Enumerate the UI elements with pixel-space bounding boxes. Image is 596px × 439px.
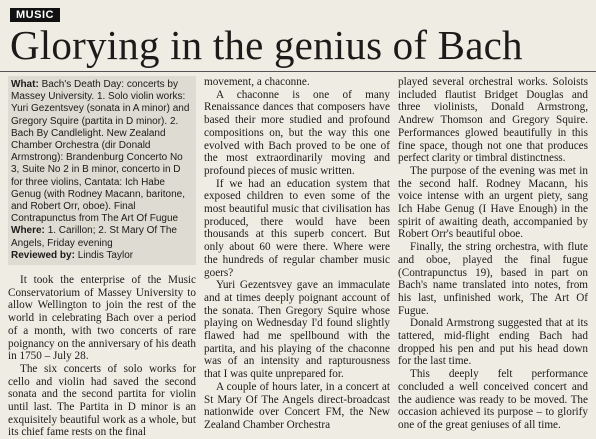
where-label: Where: [11,225,45,237]
info-what [11,79,192,225]
paragraph: If we had an education system that exposed children to even some of the most beautiful music that civilisation has produced, there would have been thousands at this superb concert. But only about 60 were there. Where were the hundreds of regular chamber music goers? [204,177,390,279]
article-column-1 [8,76,196,439]
paragraph: Donald Armstrong suggested that at its tattered, mid-flight ending Bach had dropped his pen and put his head down for the last time. [398,317,588,368]
article-column-3 [398,76,588,432]
paragraph: movement, a chaconne. [204,76,310,88]
what-label: What: [11,79,39,90]
where-text: 1. Carillon; 2. St Mary Of The Angels, Friday evening [11,225,177,249]
paragraph: The purpose of the evening was met in the second half. Rodney Macann, his voice intense with an urgent piety, sang Ich Habe Genug (I Have Enough) in the spirit of awaiting death, accompanied by Robert Orr's beautiful oboe. [398,164,588,241]
reviewer-label: Reviewed by: [11,249,75,261]
paragraph: A couple of hours later, in a concert at St Mary Of The Angels direct-broadcast nationwide over Concert FM, the New Zealand Chamber Orchestra [204,380,390,431]
paragraph: This deeply felt performance concluded a well conceived concert and the audience was ready to be moved. The occasion achieved its purpose – to glorify one of the great geniuses of all time. [398,368,588,431]
headline-rule [0,71,596,72]
article-column-2 [204,76,390,432]
headline: Glorying in the genius of Bach [10,22,523,68]
info-reviewer [11,250,192,262]
paragraph: A chaconne is one of many Renaissance dances that composers have based their more studied and profound compositions on, but the way this one evolved with Bach proved to be one of the most extraordinarily moving and profound pieces of music written. [204,88,390,177]
paragraph: played several orchestral works. Soloists included flautist Bridget Douglas and three violinists, Donald Armstrong, Andrew Thomson and Gregory Squire. Performances glowed beautifully in this fine space, though not one that produces perfect clarity or timbral distinctness. [398,76,588,165]
info-where [11,225,192,249]
reviewer-name: Lindis Taylor [77,249,134,261]
paragraph: Finally, the string orchestra, with flute and oboe, played the final fugue (Contrapunctus 19), based in part on Bach's name translated into notes, from his last, unfinished work, The Art Of Fugue. [398,241,588,317]
column-1-body [8,274,196,439]
section-tag: MUSIC [10,8,60,22]
concert-info-box [8,76,196,265]
paragraph: It took the enterprise of the Music Conservatorium of Massey University to allow Wellington to join the rest of the world in celebrating Bach over a period of a month, with two concerts of rare poignancy on the anniversary of his death in 1750 – July 28. [8,274,196,363]
paragraph: The six concerts of solo works for cello and violin had saved the second sonata and the second partita for violin until last. The Partita in D minor is an exquisitely beautiful work as a whole, but its chief fame rests on the final [8,362,196,439]
what-text: Bach's Death Day: concerts by Massey University. 1. Solo violin works: Yuri Gezentsvey (sonata in A minor) and Gregory Squire (partita in D minor). 2. Bach By Candlelight. New Zealand Chamber Orchestra (dir Donald Armstrong): Brandenburg Concerto No 3, Suite No 2 in B minor, concerto in D for three violins, Cantata: Ich Habe Genug (with Rodney Macann, baritone, and Robert Orr, oboe). Final Contrapunctus from The Art Of Fugue [11,79,190,225]
paragraph: Yuri Gezentsvey gave an immaculate and at times deeply poignant account of the sonata. Then Gregory Squire whose playing on Wednesday I'd found slightly flawed had me spellbound with the partita, and his playing of the chaconne was of an intensity and rapturousness that I was quite unprepared for. [204,279,390,381]
